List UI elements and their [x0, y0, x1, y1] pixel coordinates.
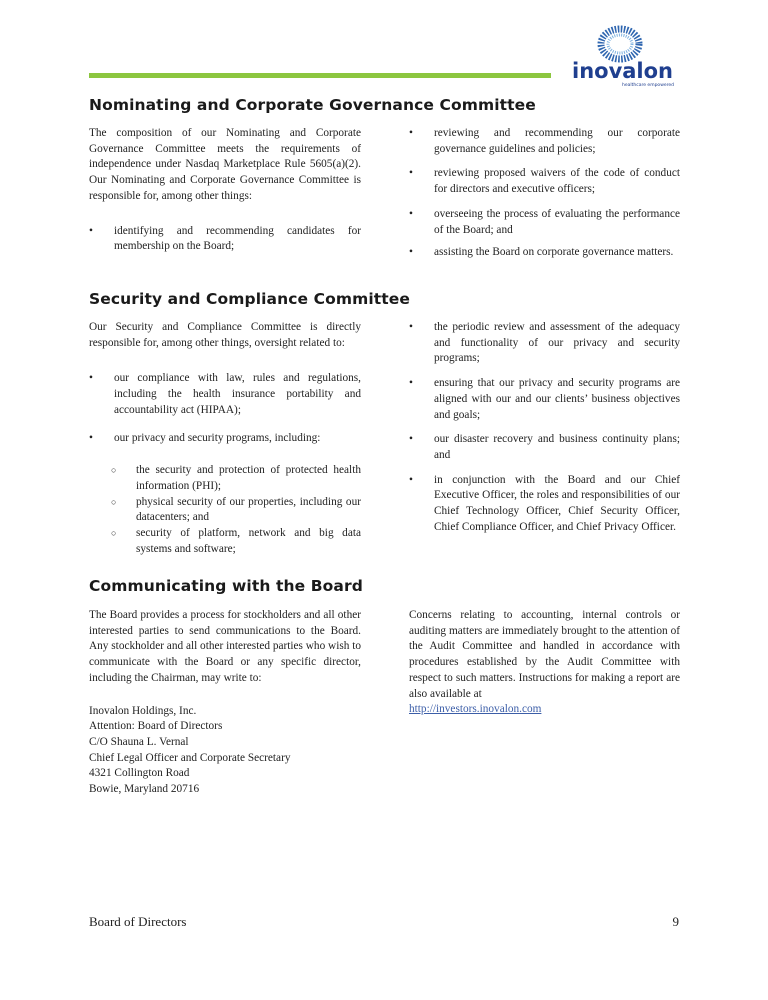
- address-line: Chief Legal Officer and Corporate Secretary: [89, 751, 291, 764]
- list-item: • in conjunction with the Board and our Chief Executive Officer, the roles and responsibilities of our Chief Technology Officer, Chief Security Officer, Chief Compliance Officer, and Chief Privacy Officer.: [409, 473, 680, 536]
- address-line: 4321 Collington Road: [89, 767, 190, 780]
- list-item: • assisting the Board on corporate governance matters.: [409, 245, 680, 261]
- investor-relations-link[interactable]: http://investors.inovalon.com: [409, 703, 542, 716]
- mailing-address: [89, 704, 361, 798]
- sub-list-item: ○ security of platform, network and big data systems and software;: [89, 526, 361, 557]
- security-left: [89, 320, 361, 557]
- sub-list-item: ○ physical security of our properties, including our datacenters; and: [89, 495, 361, 526]
- nominating-left: [89, 126, 361, 255]
- address-line: Bowie, Maryland 20716: [89, 783, 200, 796]
- communicating-left: [89, 608, 361, 798]
- security-right: [409, 320, 680, 535]
- address-line: Inovalon Holdings, Inc.: [89, 704, 197, 717]
- list-item: • the periodic review and assessment of the adequacy and functionality of our privacy and security programs;: [409, 320, 680, 367]
- list-item: • identifying and recommending candidates for membership on the Board;: [89, 224, 361, 255]
- section-title-communicating: Communicating with the Board: [89, 577, 363, 595]
- address-line: Attention: Board of Directors: [89, 720, 223, 733]
- list-item: • our privacy and security programs, including:: [89, 431, 361, 447]
- nominating-right: [409, 126, 680, 261]
- accent-bar: [89, 73, 551, 78]
- section-title-nominating: Nominating and Corporate Governance Committee: [89, 96, 536, 114]
- list-item: • overseeing the process of evaluating the performance of the Board; and: [409, 207, 680, 238]
- sub-list-item: ○ the security and protection of protected health information (PHI);: [89, 463, 361, 494]
- list-item: • reviewing proposed waivers of the code of conduct for directors and executive officers;: [409, 166, 680, 197]
- communicating-right: [409, 608, 680, 718]
- list-item: • our disaster recovery and business continuity plans; and: [409, 432, 680, 463]
- audit-concerns-text: Concerns relating to accounting, internal controls or auditing matters are immediately brought to the attention of the Audit Committee and handled in accordance with procedures established by the Audit Committee with respect to such matters. Instructions for making a report are also available at: [409, 609, 680, 700]
- security-intro: Our Security and Compliance Committee is directly responsible for, among other things, oversight related to:: [89, 321, 361, 349]
- communicating-intro: The Board provides a process for stockholders and all other interested parties to send communications to the Board. Any stockholder and all other interested parties who wish to communicate with the Board or any specific director, including the Chairman, may write to:: [89, 609, 362, 684]
- list-item: • our compliance with law, rules and regulations, including the health insurance portability and accountability act (HIPAA);: [89, 371, 361, 418]
- svg-text:healthcare empowered: healthcare empowered: [622, 83, 675, 88]
- address-line: C/O Shauna L. Vernal: [89, 735, 189, 748]
- inovalon-logo: [560, 22, 678, 88]
- page-number: 9: [672, 914, 679, 929]
- svg-text:inovalon: inovalon: [572, 59, 674, 83]
- footer-section-name: Board of Directors: [89, 914, 187, 929]
- list-item: • ensuring that our privacy and security programs are aligned with our and our clients’ business objectives and goals;: [409, 376, 680, 423]
- section-title-security: Security and Compliance Committee: [89, 290, 411, 308]
- list-item: • reviewing and recommending our corporate governance guidelines and policies;: [409, 126, 680, 157]
- nominating-intro: The composition of our Nominating and Corporate Governance Committee meets the requirements of independence under Nasdaq Marketplace Rule 5605(a)(2). Our Nominating and Corporate Governance Committee is responsible for, among other things:: [89, 127, 361, 202]
